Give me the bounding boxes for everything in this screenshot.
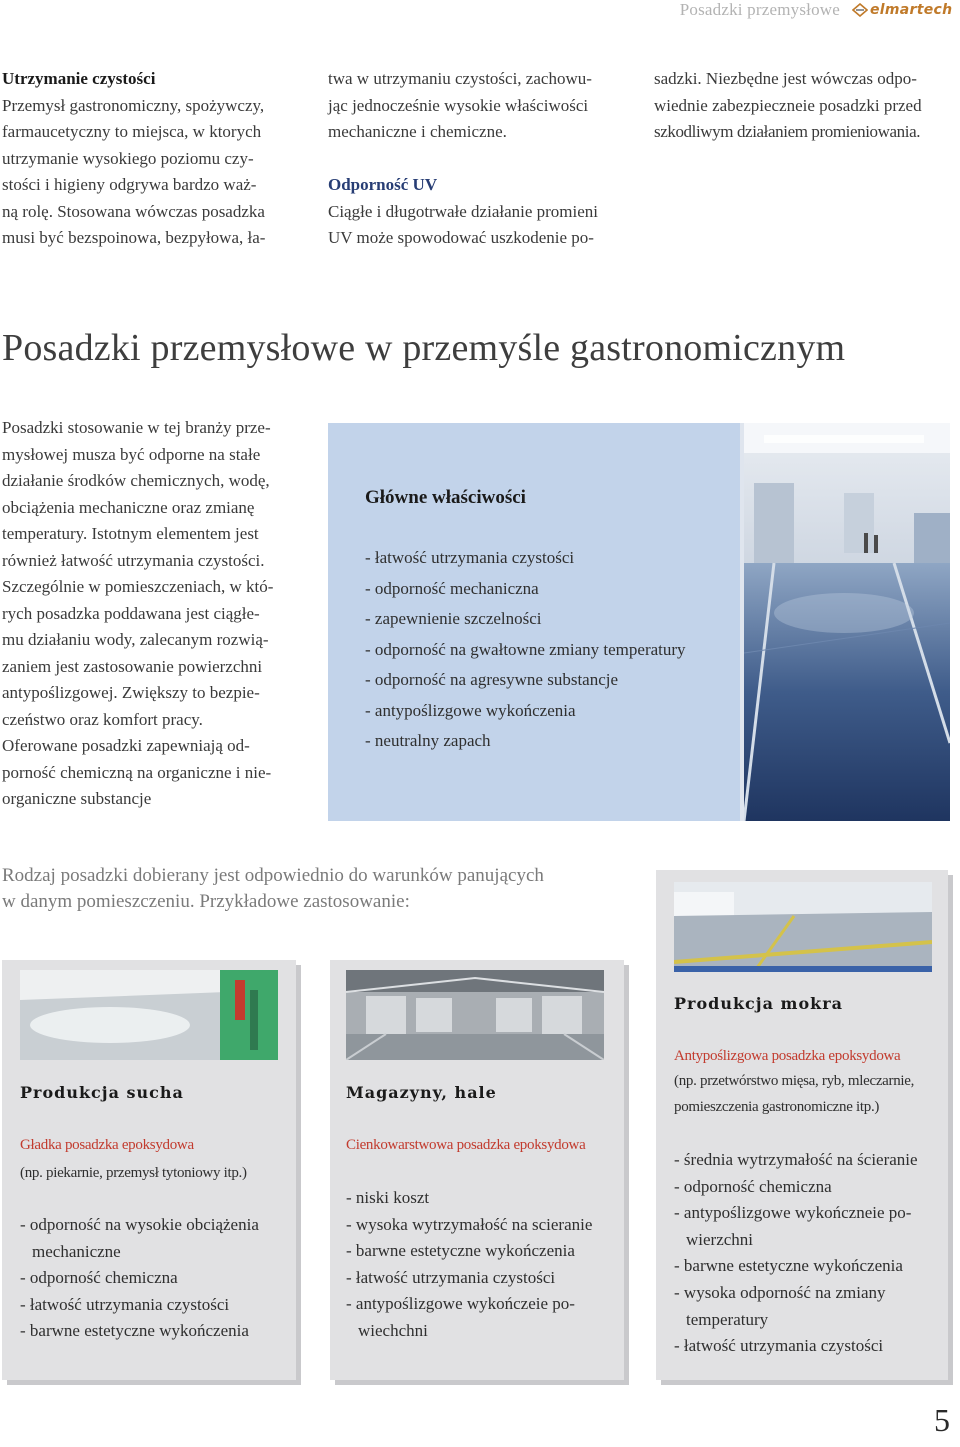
- text-line: rych posadzka poddawana jest ciągłe-: [2, 603, 260, 623]
- list-item: - odporność mechaniczna: [365, 578, 539, 598]
- list-item: - neutralny zapach: [365, 731, 491, 750]
- text-column-uv-cont: [654, 66, 950, 146]
- logo-mark-icon: [852, 3, 868, 17]
- text-line: sadzki. Niezbędne jest wówczas odpo-: [654, 69, 917, 88]
- text-line: farmaucetyczny to miejsca, w ktorych: [2, 122, 262, 141]
- text-line: również łatwość utrzymania czystości.: [2, 550, 265, 570]
- text-line: temperatury. Istotnym elementem jest: [2, 524, 259, 543]
- text-line: zaniem jest zastosowanie powierzchni: [2, 656, 263, 676]
- card-title: Magazyny, hale: [346, 1083, 497, 1102]
- text-line: szkodliwym działaniem promieniowania.: [654, 122, 921, 141]
- list-item: mechaniczne: [32, 1241, 121, 1261]
- list-item: wiechchni: [358, 1320, 428, 1340]
- card-title: Produkcja sucha: [20, 1083, 184, 1102]
- dry-production-photo: [20, 970, 278, 1060]
- section-heading: Utrzymanie czystości: [2, 69, 156, 88]
- properties-title: Główne właściwości: [365, 487, 526, 508]
- text-line: Rodzaj posadzki dobierany jest odpowiednio do warunków panujących: [2, 865, 544, 886]
- text-column-cleanliness: [2, 66, 294, 252]
- brand-logo: [852, 0, 952, 20]
- text-line: (np. przetwórstwo mięsa, ryb, mleczarnie,: [674, 1073, 915, 1089]
- list-item: - barwne estetyczne wykończenia: [346, 1241, 575, 1261]
- text-line: stości i higieny odgrywa bardzo waż-: [2, 175, 257, 194]
- warehouse-photo: [346, 970, 604, 1060]
- text-column-uv: [328, 66, 624, 252]
- text-line: UV może spowodować uszkodenie po-: [328, 228, 594, 247]
- list-item: - łatwość utrzymania czystości: [365, 548, 575, 567]
- text-line: utrzymanie wysokiego poziomu czy-: [2, 148, 254, 168]
- text-line: pomieszczenia gastronomiczne itp.): [674, 1099, 880, 1115]
- logo-text: elmartech: [870, 2, 953, 18]
- list-item: - odporność chemiczna: [674, 1176, 832, 1196]
- text-line: w danym pomieszczeniu. Przykładowe zastosowanie:: [2, 891, 410, 912]
- list-item: - łatwość utrzymania czystości: [674, 1336, 884, 1356]
- list-item: - antypoślizgowe wykończenia: [365, 700, 576, 720]
- card-title: Produkcja mokra: [674, 994, 843, 1013]
- list-item: - odporność chemiczna: [20, 1268, 178, 1288]
- wet-production-photo: [674, 882, 932, 972]
- text-line: działanie środków chemicznych, wodę,: [2, 471, 270, 490]
- list-item: temperatury: [686, 1309, 769, 1329]
- list-item: - średnia wytrzymałość na ścieranie: [674, 1150, 918, 1169]
- list-item: - barwne estetyczne wykończenia: [674, 1256, 903, 1276]
- card-note: [20, 1160, 247, 1186]
- text-line: ną rolę. Stosowana wówczas posadzka: [2, 201, 265, 221]
- list-item: - łatwość utrzymania czystości: [346, 1267, 556, 1287]
- list-item: - zapewnienie szczelności: [365, 609, 542, 628]
- section-heading: Odporność UV: [328, 175, 438, 194]
- text-line: czeństwo oraz komfort pracy.: [2, 709, 203, 729]
- list-item: - wysoka odporność na zmiany: [674, 1282, 886, 1302]
- text-line: Posadzki stosowanie w tej branży prze-: [2, 418, 271, 437]
- text-line: organiczne substancje: [2, 789, 152, 808]
- text-line: mu działaniu wody, zalecanym rozwią-: [2, 630, 269, 649]
- text-line: porność chemiczną na organiczne i nie-: [2, 762, 272, 782]
- card-features: [346, 1185, 592, 1345]
- text-line: Oferowane posadzki zapewniają od-: [2, 736, 250, 755]
- list-item: - barwne estetyczne wykończenia: [20, 1321, 249, 1341]
- text-line: obciążenia mechaniczne oraz zmianę: [2, 497, 255, 517]
- list-item: - odporność na agresywne substancje: [365, 670, 619, 689]
- list-item: - antypoślizgowe wykończeie po-: [346, 1294, 575, 1314]
- text-line: Ciągłe i długotrwałe działanie promieni: [328, 201, 599, 221]
- list-item: - łatwość utrzymania czystości: [20, 1294, 230, 1314]
- header-title: Posadzki przemysłowe: [679, 0, 840, 19]
- page-title: Posadzki przemysłowe w przemyśle gastronomicznym: [2, 327, 846, 369]
- list-item: - odporność na wysokie obciążenia: [20, 1215, 259, 1234]
- usage-intro: [2, 863, 624, 915]
- text-line: wiednie zabezpieczneie posadzki przed: [654, 95, 922, 115]
- list-item: - wysoka wytrzymałość na scieranie: [346, 1214, 593, 1234]
- list-item: - niski koszt: [346, 1188, 430, 1207]
- list-item: - odporność na gwałtowne zmiany temperatury: [365, 639, 686, 659]
- card-note: [674, 1068, 942, 1120]
- card-subtitle: Antypoślizgowa posadzka epoksydowa: [674, 1048, 901, 1064]
- properties-list: [365, 543, 686, 757]
- usage-card-warehouses: [330, 960, 624, 1380]
- text-line: Szczególnie w pomieszczeniach, w któ-: [2, 577, 274, 596]
- card-features: [20, 1212, 259, 1345]
- text-line: mechaniczne i chemiczne.: [328, 122, 507, 141]
- text-line: jąc jednocześnie wysokie właściwości: [328, 95, 589, 115]
- text-line: Przemysł gastronomiczny, spożywczy,: [2, 95, 265, 115]
- hall-floor-photo: [744, 423, 950, 821]
- list-item: wierzchni: [686, 1229, 754, 1249]
- spacer: [328, 146, 624, 173]
- text-line: antypoślizgowej. Zwiększy to bezpie-: [2, 683, 260, 702]
- text-line: musi być bezspoinowa, bezpyłowa, ła-: [2, 228, 266, 247]
- intro-text: [2, 415, 294, 813]
- usage-card-wet-production: [656, 870, 948, 1380]
- card-subtitle: Gładka posadzka epoksydowa: [20, 1137, 194, 1153]
- usage-card-dry-production: [2, 960, 296, 1380]
- list-item: - antypoślizgowe wykończneie po-: [674, 1203, 912, 1223]
- card-subtitle: Cienkowarstwowa posadzka epoksydowa: [346, 1137, 586, 1153]
- card-features: [674, 1147, 918, 1360]
- page-number: 5: [934, 1402, 950, 1438]
- text-line: twa w utrzymaniu czystości, zachowu-: [328, 69, 592, 88]
- properties-box: [328, 423, 744, 821]
- text-line: (np. piekarnie, przemysł tytoniowy itp.): [20, 1165, 247, 1181]
- text-line: mysłowej musza być odporne na stałe: [2, 444, 261, 464]
